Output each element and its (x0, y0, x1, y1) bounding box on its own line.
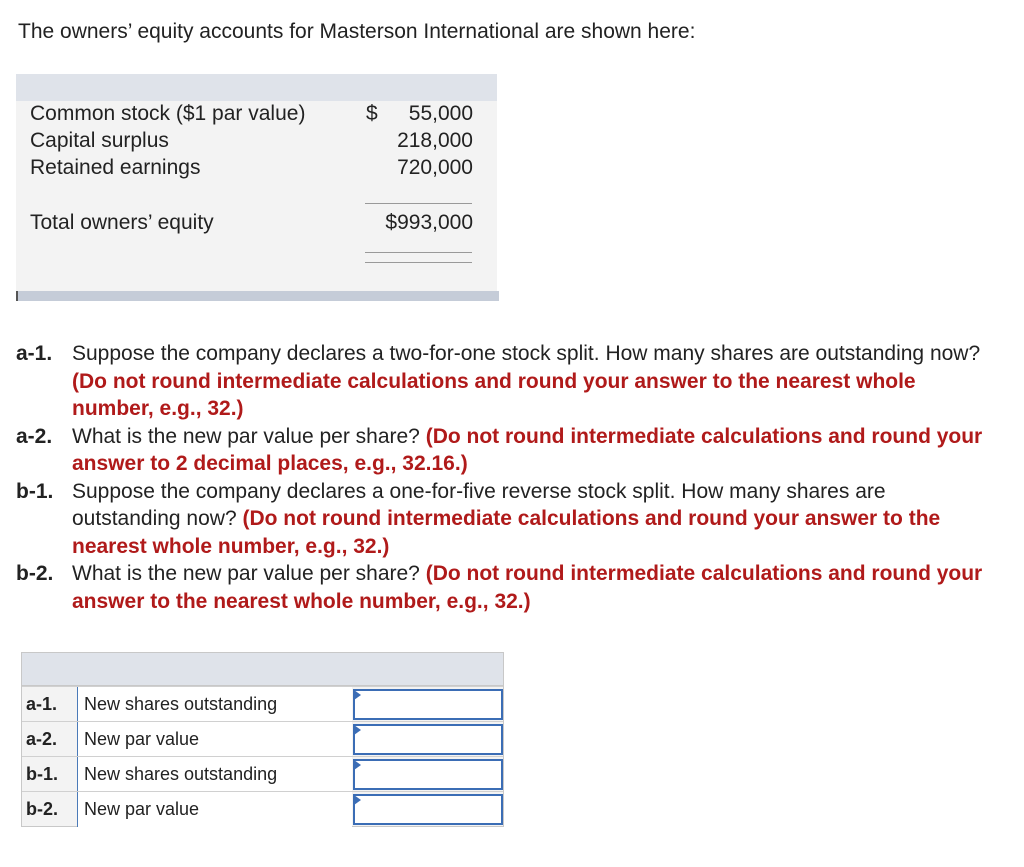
equity-row-amount: 55,000 (408, 102, 473, 125)
answer-row-b1 (22, 756, 503, 792)
equity-row-retained-earnings (16, 154, 497, 181)
equity-row-total (16, 209, 497, 236)
answer-label: New shares outstanding (77, 687, 352, 722)
answer-code: b-2. (26, 799, 59, 819)
double-rule-top (365, 252, 472, 253)
answer-label: New par value (77, 792, 352, 827)
equity-row-capital-surplus (16, 127, 497, 154)
question-hint: (Do not round intermediate calculations and round your answer to 2 decimal places, e.g., 32.16.) (72, 424, 983, 475)
question-body: What is the new par value per share? (72, 562, 426, 585)
input-marker-icon (354, 690, 361, 700)
answer-input-a1[interactable] (353, 689, 503, 720)
subtotal-rule (365, 203, 472, 204)
question-text (72, 560, 996, 615)
question-a2 (16, 423, 996, 478)
question-text (72, 340, 996, 423)
answer-row-a1 (22, 686, 503, 722)
equity-total-amount: $993,000 (385, 211, 473, 234)
answer-input-a2[interactable] (353, 724, 503, 755)
answer-label: New par value (77, 722, 352, 757)
question-number: a-1. (16, 342, 53, 365)
question-hint: (Do not round intermediate calculations and round your answer to the nearest whole number, e.g., 32.) (72, 562, 983, 613)
question-hint: (Do not round intermediate calculations and round your answer to the nearest whole number, e.g., 32.) (72, 507, 941, 558)
answer-code: b-1. (26, 764, 59, 784)
question-number: b-1. (16, 479, 54, 503)
answer-row-b2 (22, 791, 503, 827)
equity-table-header (16, 74, 497, 101)
question-b2 (16, 560, 996, 615)
double-rule-bottom (365, 262, 472, 263)
question-body: Suppose the company declares a one-for-five reverse stock split. How many shares are outstanding now? (72, 479, 886, 530)
equity-row-amount: 720,000 (397, 156, 473, 179)
answer-table (21, 652, 504, 827)
question-body: What is the new par value per share? (72, 424, 426, 448)
answer-code: a-2. (26, 729, 58, 749)
intro-text: The owners’ equity accounts for Masterson International are shown here: (18, 20, 696, 43)
question-number: b-2. (16, 562, 54, 585)
answer-code: a-1. (26, 694, 58, 714)
question-text (72, 478, 996, 561)
equity-table-footer (16, 291, 499, 301)
questions-list (16, 340, 996, 615)
equity-total-label: Total owners’ equity (30, 211, 214, 234)
answer-table-header (22, 653, 503, 686)
answer-row-a2 (22, 721, 503, 757)
question-number: a-2. (16, 424, 53, 448)
equity-row-label: Capital surplus (30, 129, 169, 152)
answer-label: New shares outstanding (77, 757, 352, 792)
equity-row-label: Retained earnings (30, 156, 201, 179)
question-text (72, 423, 996, 478)
equity-table (16, 74, 497, 301)
dollar-sign: $ (366, 102, 378, 125)
input-marker-icon (354, 760, 361, 770)
question-hint: (Do not round intermediate calculations and round your answer to the nearest whole number, e.g., 32.) (72, 369, 916, 420)
answer-input-b2[interactable] (353, 794, 503, 825)
input-marker-icon (354, 795, 361, 805)
equity-row-common-stock (16, 100, 497, 127)
input-marker-icon (354, 725, 361, 735)
equity-row-amount: 218,000 (397, 129, 473, 152)
question-body: Suppose the company declares a two-for-one stock split. How many shares are outstanding now? (72, 342, 981, 365)
question-b1 (16, 478, 996, 561)
answer-input-b1[interactable] (353, 759, 503, 790)
question-a1 (16, 340, 996, 423)
equity-row-label: Common stock ($1 par value) (30, 102, 306, 125)
